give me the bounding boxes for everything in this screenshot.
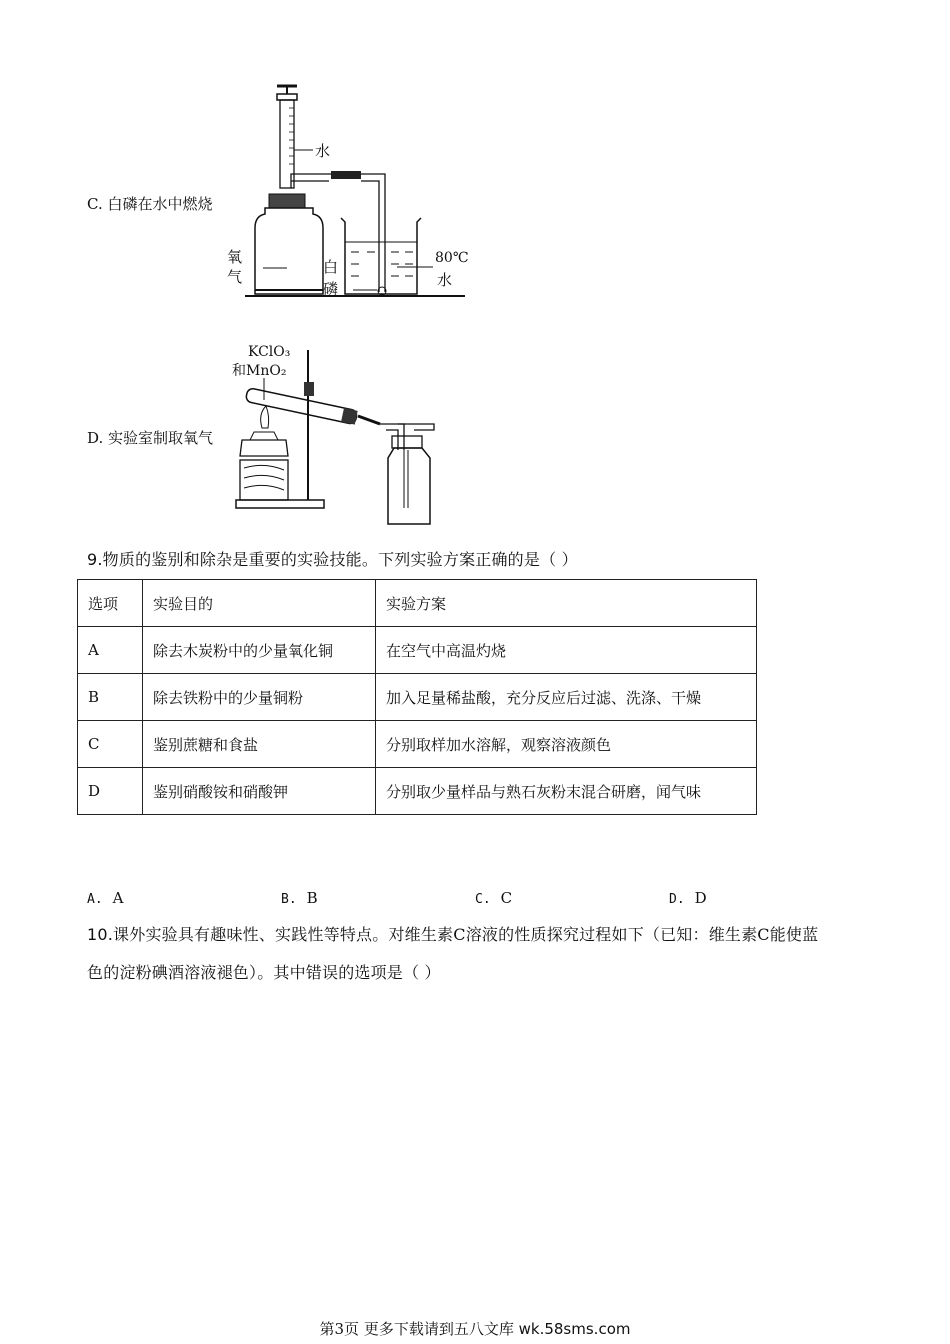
reagent-label-1: KClO₃ [248, 344, 291, 360]
row-d-option: D [78, 768, 143, 815]
row-b-option: B [78, 674, 143, 721]
question-10-text-1: .课外实验具有趣味性、实践性等特点。对维生素C溶液的性质探究过程如下（已知：维生素C能使蓝 [107, 925, 819, 944]
choice-a[interactable] [87, 889, 124, 907]
oxygen-preparation-figure [228, 340, 448, 528]
phosphorus-label-1: 白 [323, 258, 339, 276]
table-row [78, 627, 757, 674]
row-c-plan: 分别取样加水溶解，观察溶液颜色 [376, 721, 757, 768]
question-9-stem [87, 547, 578, 570]
row-b-purpose: 除去铁粉中的少量铜粉 [143, 674, 376, 721]
choice-c[interactable] [475, 889, 512, 907]
phosphorus-label-2: 磷 [323, 280, 339, 298]
question-10-number: 10 [87, 925, 108, 944]
reagent-label-2: 和MnO₂ [232, 363, 287, 379]
row-d-purpose: 鉴别硝酸铵和硝酸钾 [143, 768, 376, 815]
choice-a-value: A [112, 889, 124, 907]
table-row [78, 768, 757, 815]
row-c-purpose: 鉴别蔗糖和食盐 [143, 721, 376, 768]
question-9-number: 9 [87, 550, 98, 569]
option-c-label: C. 白磷在水中燃烧 [87, 195, 213, 213]
choice-b[interactable] [281, 889, 318, 907]
experiment-options-table [77, 579, 757, 815]
page-footer [0, 1318, 950, 1339]
header-option: 选项 [78, 580, 143, 627]
temperature-label: 80℃ [435, 250, 469, 266]
row-a-plan: 在空气中高温灼烧 [376, 627, 757, 674]
choice-b-key: B. [281, 892, 297, 907]
choice-b-value: B [306, 889, 318, 907]
footer-site-link[interactable]: wk.58sms.com [518, 1320, 631, 1338]
choice-d[interactable] [669, 889, 707, 907]
option-d-label: D. 实验室制取氧气 [87, 429, 214, 447]
choice-d-value: D [694, 889, 707, 907]
choice-a-key: A. [87, 892, 103, 907]
table-row [78, 674, 757, 721]
oxygen-label-1: 氧 [227, 248, 243, 266]
row-d-plan: 分别取少量样品与熟石灰粉末混合研磨，闻气味 [376, 768, 757, 815]
header-plan: 实验方案 [376, 580, 757, 627]
question-10-text-2: 色的淀粉碘酒溶液褪色）。其中错误的选项是（ ） [87, 963, 441, 982]
water-temp-label: 水 [437, 271, 453, 289]
table-row [78, 721, 757, 768]
row-a-option: A [78, 627, 143, 674]
question-9-text: .物质的鉴别和除杂是重要的实验技能。下列实验方案正确的是（ ） [97, 550, 578, 569]
phosphorus-apparatus-figure [225, 82, 485, 302]
oxygen-label-2: 气 [227, 268, 243, 286]
choice-c-key: C. [475, 892, 491, 907]
row-b-plan: 加入足量稀盐酸，充分反应后过滤、洗涤、干燥 [376, 674, 757, 721]
footer-page-text: 第3页 更多下载请到五八文库 [319, 1320, 514, 1338]
question-10-line-1 [87, 922, 818, 945]
choice-c-value: C [500, 889, 513, 907]
choice-d-key: D. [669, 892, 685, 907]
row-c-option: C [78, 721, 143, 768]
water-label: 水 [315, 142, 331, 160]
table-header-row [78, 580, 757, 627]
header-purpose: 实验目的 [143, 580, 376, 627]
question-10-line-2 [87, 960, 441, 983]
row-a-purpose: 除去木炭粉中的少量氧化铜 [143, 627, 376, 674]
